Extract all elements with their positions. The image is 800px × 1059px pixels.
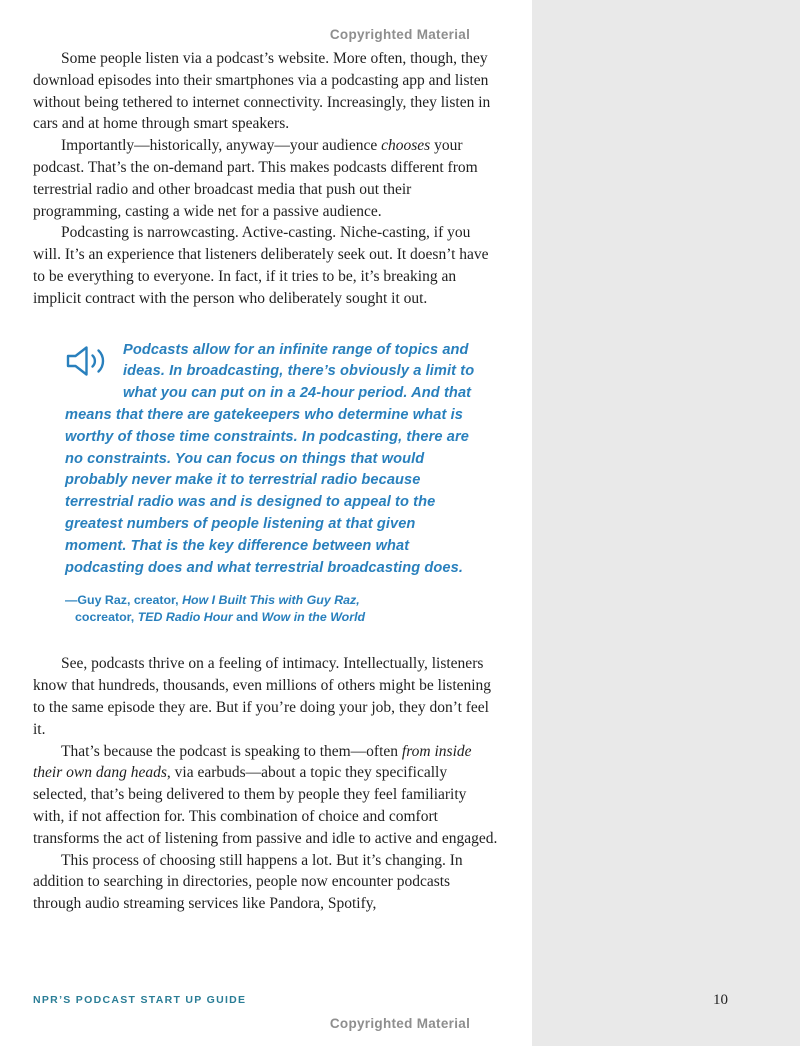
paragraph: This process of choosing still happens a lot. But it’s changing. In addition to searching in directories, people now encounter podcasts through audio streaming services like Pandora, Spotify, [33, 851, 463, 913]
attribution-line [65, 609, 481, 626]
paragraph: Podcasting is narrowcasting. Active-casting. Niche-casting, if you will. It’s an experience that listeners deliberately seek out. It doesn’t have to be everything to everyone. In fact, if it tries to be, it’s breaking an implicit contract with the person who deliberately sought it out. [33, 224, 489, 307]
speaker-icon [65, 340, 111, 398]
text-run: cocreator, [75, 610, 138, 625]
pull-quote [65, 340, 481, 580]
text-run-italic: from inside their own dang heads [33, 742, 472, 782]
text-run-italic: How I Built This with Guy Raz, [182, 593, 360, 608]
text-run: Importantly—historically, anyway—your audience [61, 137, 382, 155]
text-run: and [232, 610, 262, 625]
quote-text: Podcasts allow for an infinite range of topics and ideas. In broadcasting, there’s obviously a limit to what you can put on in a 24-hour period. And that means that there are gatekeepers who determine what is worthy of those time constraints. In podcasting, there are no constraints. You can focus on things that would probably never make it to terrestrial radio because terrestrial radio was and is designed to appeal to the greatest numbers of people listening at that given moment. That is the key difference between what podcasting does and what terrestrial broadcasting does. [65, 341, 475, 576]
page-edge-background [532, 0, 800, 1046]
page-body [33, 48, 499, 915]
text-run-italic: chooses [381, 137, 431, 155]
paragraph [33, 741, 499, 850]
text-run-italic: TED Radio Hour [137, 610, 233, 625]
copyright-notice-bottom: Copyrighted Material [329, 1016, 471, 1031]
page-number: 10 [713, 992, 728, 1008]
text-run: , via earbuds—about a topic they specifically selected, that’s being delivered to them by people they feel familiarity with, if not affection for. This combination of choice and comfort transforms the act of listening from passive and idle to active and engaged. [33, 764, 498, 847]
attribution-line [65, 592, 481, 609]
copyright-notice-top: Copyrighted Material [329, 27, 471, 42]
paragraph [33, 135, 499, 222]
running-footer-title: NPR’S PODCAST START UP GUIDE [33, 994, 247, 1006]
paragraph: See, podcasts thrive on a feeling of intimacy. Intellectually, listeners know that hundreds, thousands, even millions of others might be listening to the same episode they are. But if you’re doing your job, they don’t feel it. [33, 655, 492, 738]
paragraph: Some people listen via a podcast’s website. More often, though, they download episodes into their smartphones via a podcasting app and listen without being tethered to internet connectivity. Increasingly, they listen in cars and at home through smart speakers. [33, 50, 491, 133]
quote-attribution [65, 592, 481, 626]
text-run: —Guy Raz, creator, [65, 593, 183, 608]
text-run: That’s because the podcast is speaking to them—often [61, 742, 402, 760]
text-run-italic: Wow in the World [261, 610, 366, 625]
text-run: your podcast. That’s the on-demand part. This makes podcasts different from terrestrial radio and other broadcast media that push out their programming, casting a wide net for a passive audience. [33, 137, 478, 220]
